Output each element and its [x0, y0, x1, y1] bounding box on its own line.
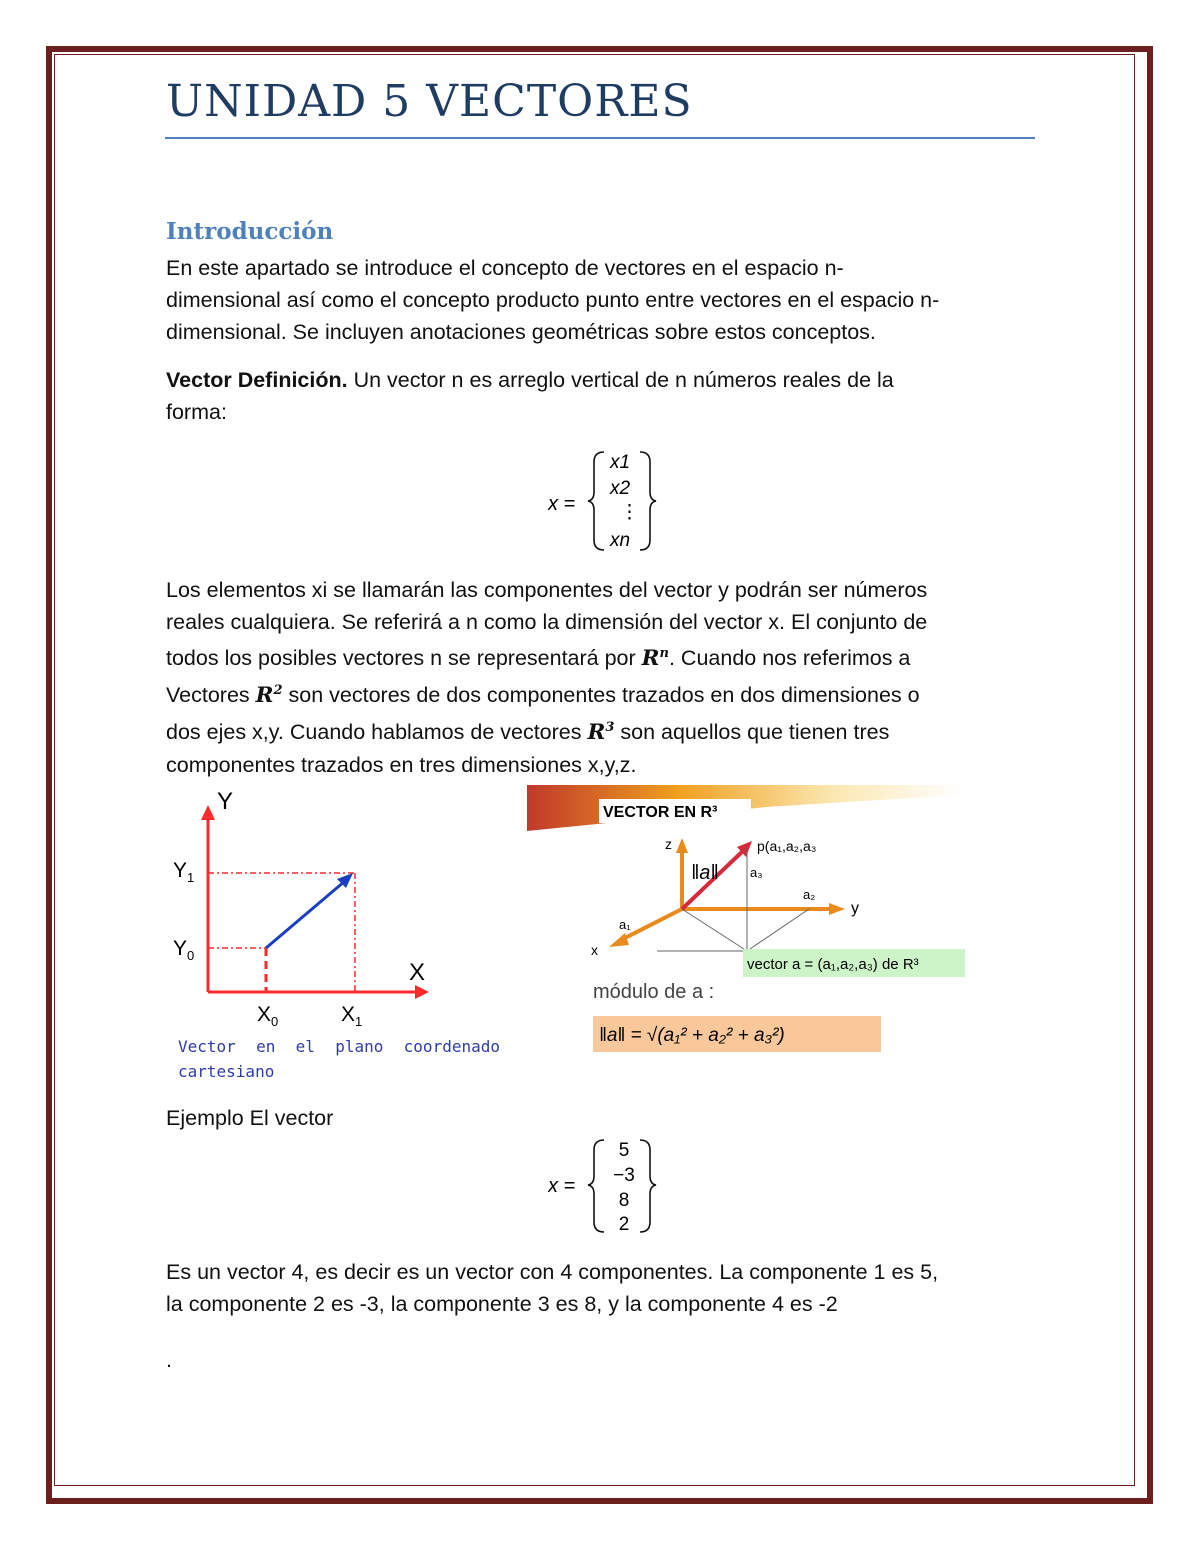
modulo-label: módulo de a :	[593, 981, 715, 1003]
y-axis-3d-arrowhead	[829, 903, 845, 915]
example-paragraph	[166, 1256, 1046, 1320]
example-line-2: la componente 2 es -3, la componente 3 es 8, y la componente 4 es -2	[166, 1292, 838, 1316]
a1-label: a₁	[619, 917, 631, 932]
components-line-2: reales cualquiera. Se referirá a n como la dimensión del vector x. El conjunto de	[166, 610, 928, 634]
r3-vector-figure	[527, 783, 967, 1057]
matrix-1-svg	[548, 446, 658, 556]
modulo-formula: ‖a‖ = √(a₁² + a₂² + a₃²)	[599, 1025, 785, 1046]
matrix-2-left-brace	[588, 1140, 604, 1232]
definition-text-1: Un vector n es arreglo vertical de n números reales de la	[347, 368, 894, 392]
matrix-1-left-brace	[588, 452, 604, 550]
r2-symbol: $R^2$	[255, 683, 283, 709]
y-label-3d: y	[851, 900, 859, 917]
vector-definition-text: vector a = (a₁,a₂,a₃) de R³	[747, 956, 919, 973]
vector-arrow-line	[266, 881, 345, 948]
point-label: p(a₁,a₂,a₃	[757, 838, 817, 854]
components-line-1: Los elementos xi se llamarán las componentes del vector y podrán ser números	[166, 578, 928, 602]
intro-heading: Introducción	[166, 218, 334, 245]
intro-line-2: dimensional así como el concepto producto punto entre vectores en el espacio n-	[166, 288, 940, 312]
matrix-1-entry-3: ⋮	[620, 502, 639, 523]
caption-line-2: cartesiano	[178, 1062, 275, 1081]
page-title: UNIDAD 5 VECTORES	[166, 76, 693, 127]
caption-line-1: Vector en el plano coordenado	[178, 1037, 500, 1056]
vector-matrix-2	[548, 1134, 658, 1244]
x-axis-arrowhead	[415, 985, 429, 999]
matrix-1-entry-4: xn	[610, 530, 631, 551]
definition-paragraph	[166, 364, 1046, 428]
matrix-2-svg	[548, 1134, 658, 1238]
r3-symbol: $R^3$	[587, 720, 615, 746]
y1-label: $Y_1$	[173, 859, 195, 885]
y-axis-arrowhead	[201, 805, 215, 820]
matrix-2-entry-4: 2	[618, 1214, 630, 1235]
intro-line-3: dimensional. Se incluyen anotaciones geométricas sobre estos conceptos.	[166, 320, 876, 344]
definition-label: Vector Definición.	[166, 368, 348, 392]
rn-symbol: $R^n$	[641, 646, 669, 672]
projection-line	[682, 909, 747, 951]
x-axis-3d-arrowhead	[609, 933, 629, 947]
z-axis-arrowhead	[676, 838, 688, 853]
a2-label: a₂	[803, 887, 816, 902]
a3-label: a₃	[750, 865, 763, 880]
components-line-3a: todos los posibles vectores n se representará por	[166, 646, 642, 671]
x-axis-label: X	[409, 959, 426, 986]
z-label: z	[665, 836, 672, 852]
y0-label: $Y_0$	[173, 937, 195, 963]
example-label: Ejemplo El vector	[166, 1106, 334, 1130]
matrix-2-right-brace	[640, 1140, 656, 1232]
intro-paragraph	[166, 252, 1046, 348]
components-line-3b: . Cuando nos referimos a	[668, 646, 911, 671]
components-line-4a: Vectores	[166, 683, 256, 708]
matrix-2-lhs: x =	[548, 1175, 576, 1197]
title-underline	[165, 137, 1035, 139]
matrix-2-entry-3: 8	[618, 1190, 630, 1211]
matrix-1-entry-2: x2	[610, 478, 631, 499]
y-axis-label: Y	[217, 788, 234, 815]
example-line-1: Es un vector 4, es decir es un vector con 4 componentes. La componente 1 es 5,	[166, 1260, 939, 1284]
norm-label: ‖a‖	[691, 862, 719, 884]
trailing-dot: .	[166, 1348, 172, 1372]
intro-line-1: En este apartado se introduce el concepto de vectores en el espacio n-	[166, 256, 844, 280]
matrix-1-right-brace	[640, 452, 656, 550]
components-line-4b: son vectores de dos componentes trazados en dos dimensiones o	[282, 683, 920, 708]
components-line-5a: dos ejes x,y. Cuando hablamos de vectores	[166, 720, 588, 745]
definition-text-2: forma:	[166, 400, 227, 424]
components-line-5b: son aquellos que tienen tres	[614, 720, 890, 745]
banner-title: VECTOR EN R³	[603, 804, 718, 821]
vector-matrix-1	[548, 446, 658, 562]
x0-label: $X_0$	[257, 1003, 279, 1029]
x-label-3d: x	[591, 942, 598, 958]
matrix-2-entry-1: 5	[618, 1140, 630, 1161]
matrix-1-entry-1: x1	[610, 452, 631, 473]
matrix-2-entry-2: −3	[613, 1165, 635, 1186]
cartesian-vector-figure	[165, 785, 465, 1033]
components-line-6: componentes trazados en tres dimensiones x,y,z.	[166, 753, 637, 778]
side-line	[747, 909, 809, 951]
x1-label: $X_1$	[341, 1003, 363, 1029]
components-paragraph	[166, 574, 1046, 781]
figure-caption	[178, 1034, 500, 1084]
matrix-1-lhs: x =	[548, 493, 576, 515]
